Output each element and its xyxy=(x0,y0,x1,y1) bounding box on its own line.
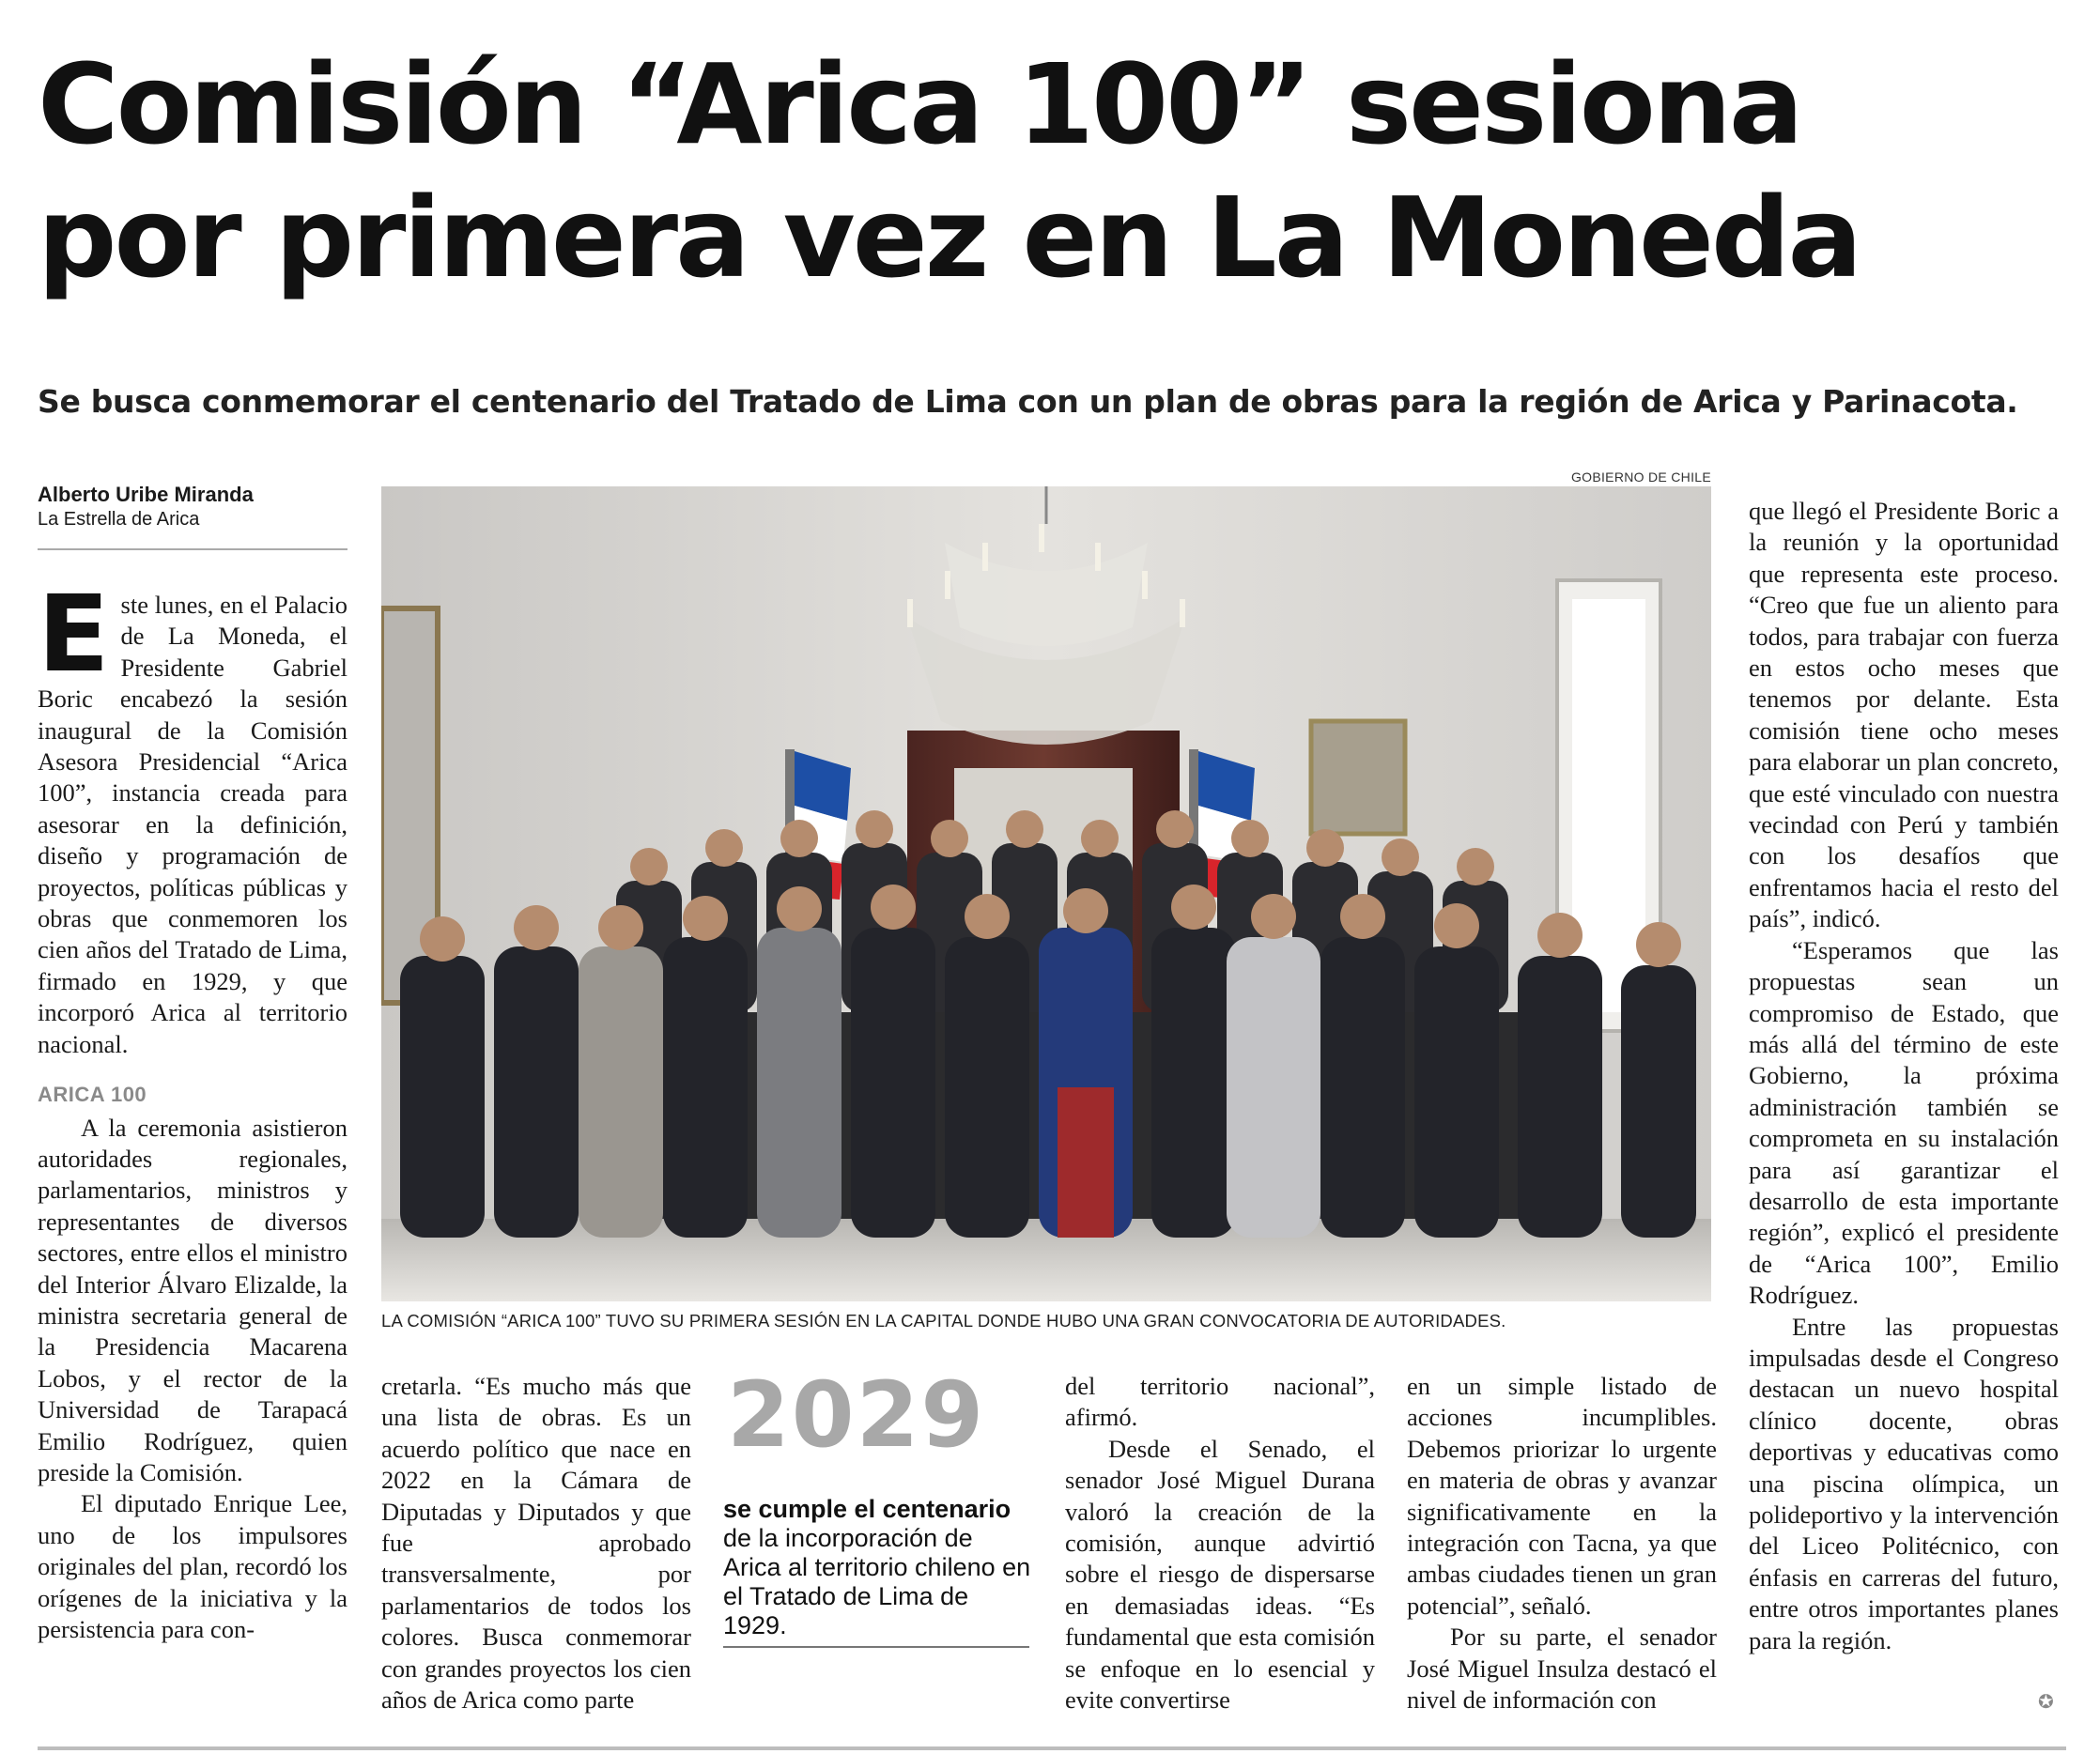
body-column-3 xyxy=(1065,1371,1375,1716)
group-photo xyxy=(381,486,1711,1301)
group-photo-illustration xyxy=(381,486,1711,1301)
drop-cap: E xyxy=(38,574,110,696)
body-paragraph xyxy=(38,574,347,1060)
body-paragraph: “Esperamos que las propuestas sean un compromiso de Estado, que más allá del término de este Gobierno, la próxima administración también se comprometa en su instalación para así garantizar el desarrollo de esta importante región”, explicó el presidente de “Arica 100”, Emilio Rodríguez. xyxy=(1749,935,2059,1310)
body-paragraph: Por su parte, el senador José Miguel Insulza destacó el nivel de información con xyxy=(1407,1623,1717,1715)
body-paragraph: que llegó el Presidente Boric a la reunión y la oportunidad que representa este proceso. “Creo que fue un aliento para todos, para trabajar con fuerza en estos ocho meses que tenemos por delante. Esta comisión tiene ocho meses para elaborar un plan concreto, que esté vinculado con nuestra vecindad con Perú y también con los desafíos que enfrentamos hacia el resto del país”, indicó. xyxy=(1749,497,2059,933)
body-column-4 xyxy=(1407,1371,1717,1716)
byline xyxy=(38,483,347,531)
headline xyxy=(38,38,2066,304)
bottom-divider xyxy=(38,1746,2066,1750)
body-paragraph: A la ceremonia asistieron autoridades regionales, parlamentarios, ministros y representantes de diversos sectores, entre ellos el ministro del Interior Álvaro Elizalde, la ministra secretaria general de la Presidencia Macarena Lobos, y el rector de la Universidad de Tarapacá Emilio Rodríguez, quien preside la Comisión. xyxy=(38,1113,347,1486)
photo-caption: LA COMISIÓN “ARICA 100” TUVO SU PRIMERA SESIÓN EN LA CAPITAL DONDE HUBO UNA GRAN CONVOCATORIA DE AUTORIDADES. xyxy=(381,1311,1506,1331)
headline-line-1: Comisión “Arica 100” sesiona xyxy=(38,39,1801,169)
subhead: Se busca conmemorar el centenario del Tratado de Lima con un plan de obras para la región de Arica y Parinacota. xyxy=(38,383,2018,420)
body-paragraph: en un simple listado de acciones incumplibles. Debemos priorizar lo urgente en materia de obras y avanzar significativamente en la integración con Tacna, ya que ambas ciudades tienen un gran potencial”, señaló. xyxy=(1407,1372,1717,1620)
body-column-1 xyxy=(38,574,347,1645)
body-paragraph: del territorio nacional”, afirmó. xyxy=(1065,1372,1375,1432)
author-name: Alberto Uribe Miranda xyxy=(38,483,254,506)
fact-number: 2029 xyxy=(727,1362,986,1468)
fact-lead: se cumple el centenario xyxy=(723,1495,1011,1523)
end-mark-icon: ✪ xyxy=(2038,1690,2054,1713)
fact-text: de la incorporación de Arica al territorio chileno en el Tratado de Lima de 1929. xyxy=(723,1524,1031,1639)
body-paragraph: cretarla. “Es mucho más que una lista de obras. Es un acuerdo político que nace en 2022 en la Cámara de Diputadas y Diputados y que fue aprobado transversalmente, por parlamentarios de todos los colores. Busca conmemorar con grandes proyectos los cien años de Arica como parte xyxy=(381,1372,691,1715)
body-column-5 xyxy=(1749,496,2059,1656)
paragraph-text: ste lunes, en el Palacio de La Moneda, el Presidente Gabriel Boric encabezó la sesión inaugural de la Comisión Asesora Presidencial “Arica 100”, instancia creada para asesorar en la definición, diseño y programación de proyectos, políticas públicas y obras que conmemoren los cien años del Tratado de Lima, firmado en 1929, y que incorporó Arica al territorio nacional. xyxy=(38,591,347,1058)
photo-credit: GOBIERNO DE CHILE xyxy=(1570,469,1711,485)
headline-line-2: por primera vez en La Moneda xyxy=(38,173,1861,302)
body-column-2 xyxy=(381,1371,691,1716)
publication-name: La Estrella de Arica xyxy=(38,509,200,530)
body-paragraph: Desde el Senado, el senador José Miguel Durana valoró la creación de la comisión, aunque advirtió sobre el riesgo de dispersarse en demasiadas ideas. “Es fundamental que esta comisión se enfoque en lo esencial y evite convertirse xyxy=(1065,1434,1375,1715)
byline-divider xyxy=(38,548,347,550)
section-label: ARICA 100 xyxy=(38,1083,147,1107)
fact-divider xyxy=(723,1646,1029,1648)
fact-box xyxy=(723,1363,1033,1648)
body-paragraph: Entre las propuestas impulsadas desde el Congreso destacan un nuevo hospital clínico docente, obras deportivas y educativas como una piscina olímpica, un polideportivo y la intervención del Liceo Politécnico, con énfasis en carreras del futuro, entre otros importantes planes para la región. xyxy=(1749,1312,2059,1654)
body-paragraph: El diputado Enrique Lee, uno de los impulsores originales del plan, recordó los orígenes de la iniciativa y la persistencia para con- xyxy=(38,1489,347,1643)
